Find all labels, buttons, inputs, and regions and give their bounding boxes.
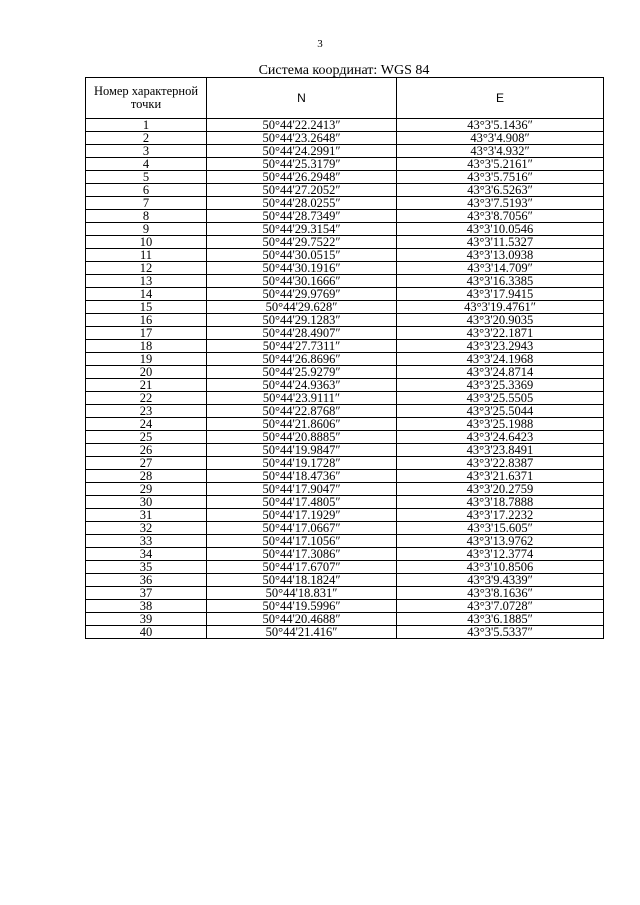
- coordinate-system-caption: Система координат: WGS 84: [258, 63, 430, 78]
- cell-n: 50°44'23.9111″: [207, 392, 397, 405]
- cell-point-number: 26: [86, 444, 207, 457]
- table-row: [86, 509, 604, 522]
- cell-point-number: 9: [86, 223, 207, 236]
- cell-n: 50°44'29.628″: [207, 301, 397, 314]
- cell-n: 50°44'19.5996″: [207, 600, 397, 613]
- cell-e: 43°3'14.709″: [397, 262, 604, 275]
- table-row: [86, 561, 604, 574]
- cell-e: 43°3'13.0938: [397, 249, 604, 262]
- cell-point-number: 25: [86, 431, 207, 444]
- cell-e: 43°3'25.1988: [397, 418, 604, 431]
- table-row: [86, 418, 604, 431]
- cell-n: 50°44'27.7311″: [207, 340, 397, 353]
- table-row: [86, 587, 604, 600]
- cell-point-number: 31: [86, 509, 207, 522]
- cell-e: 43°3'7.5193″: [397, 197, 604, 210]
- header-n: N: [207, 78, 397, 119]
- cell-point-number: 36: [86, 574, 207, 587]
- cell-n: 50°44'25.9279″: [207, 366, 397, 379]
- cell-point-number: 3: [86, 145, 207, 158]
- cell-n: 50°44'24.9363″: [207, 379, 397, 392]
- cell-e: 43°3'23.2943: [397, 340, 604, 353]
- header-point-number: Номер характерной точки: [86, 78, 207, 119]
- cell-n: 50°44'19.9847″: [207, 444, 397, 457]
- cell-n: 50°44'20.4688″: [207, 613, 397, 626]
- table-row: [86, 483, 604, 496]
- cell-point-number: 10: [86, 236, 207, 249]
- cell-point-number: 18: [86, 340, 207, 353]
- table-row: [86, 392, 604, 405]
- cell-n: 50°44'30.1916″: [207, 262, 397, 275]
- table-row: [86, 379, 604, 392]
- table-row: [86, 171, 604, 184]
- cell-e: 43°3'17.9415: [397, 288, 604, 301]
- cell-point-number: 32: [86, 522, 207, 535]
- cell-e: 43°3'4.932″: [397, 145, 604, 158]
- cell-point-number: 6: [86, 184, 207, 197]
- table-row: [86, 197, 604, 210]
- cell-n: 50°44'26.2948″: [207, 171, 397, 184]
- cell-e: 43°3'5.7516″: [397, 171, 604, 184]
- table-header-row: [86, 78, 604, 119]
- table-row: [86, 574, 604, 587]
- cell-n: 50°44'18.1824″: [207, 574, 397, 587]
- cell-n: 50°44'17.3086″: [207, 548, 397, 561]
- cell-point-number: 2: [86, 132, 207, 145]
- table-row: [86, 431, 604, 444]
- cell-e: 43°3'24.8714: [397, 366, 604, 379]
- cell-point-number: 35: [86, 561, 207, 574]
- table-row: [86, 145, 604, 158]
- table-row: [86, 249, 604, 262]
- cell-n: 50°44'25.3179″: [207, 158, 397, 171]
- cell-point-number: 11: [86, 249, 207, 262]
- table-row: [86, 496, 604, 509]
- table-row: [86, 288, 604, 301]
- cell-e: 43°3'13.9762: [397, 535, 604, 548]
- table-row: [86, 236, 604, 249]
- table-row: [86, 522, 604, 535]
- cell-n: 50°44'21.416″: [207, 626, 397, 639]
- cell-point-number: 4: [86, 158, 207, 171]
- table-row: [86, 600, 604, 613]
- header-e: E: [397, 78, 604, 119]
- cell-point-number: 33: [86, 535, 207, 548]
- cell-point-number: 1: [86, 119, 207, 132]
- cell-e: 43°3'8.7056″: [397, 210, 604, 223]
- table-row: [86, 613, 604, 626]
- cell-n: 50°44'29.3154″: [207, 223, 397, 236]
- cell-n: 50°44'21.8606″: [207, 418, 397, 431]
- cell-point-number: 28: [86, 470, 207, 483]
- cell-point-number: 22: [86, 392, 207, 405]
- table-row: [86, 119, 604, 132]
- cell-e: 43°3'22.8387: [397, 457, 604, 470]
- cell-e: 43°3'20.2759: [397, 483, 604, 496]
- table-row: [86, 223, 604, 236]
- cell-n: 50°44'28.0255″: [207, 197, 397, 210]
- cell-e: 43°3'17.2232: [397, 509, 604, 522]
- cell-e: 43°3'4.908″: [397, 132, 604, 145]
- table-row: [86, 210, 604, 223]
- cell-n: 50°44'17.0667″: [207, 522, 397, 535]
- cell-point-number: 40: [86, 626, 207, 639]
- cell-n: 50°44'29.9769″: [207, 288, 397, 301]
- table-body: [86, 119, 604, 639]
- cell-e: 43°3'23.8491: [397, 444, 604, 457]
- cell-point-number: 24: [86, 418, 207, 431]
- cell-e: 43°3'6.1885″: [397, 613, 604, 626]
- cell-n: 50°44'17.1929″: [207, 509, 397, 522]
- cell-point-number: 34: [86, 548, 207, 561]
- table-row: [86, 444, 604, 457]
- table-row: [86, 353, 604, 366]
- page-number: 3: [317, 38, 323, 50]
- cell-n: 50°44'22.2413″: [207, 119, 397, 132]
- cell-n: 50°44'29.7522″: [207, 236, 397, 249]
- cell-e: 43°3'22.1871: [397, 327, 604, 340]
- cell-e: 43°3'5.1436″: [397, 119, 604, 132]
- table-row: [86, 626, 604, 639]
- table-row: [86, 366, 604, 379]
- cell-point-number: 39: [86, 613, 207, 626]
- cell-point-number: 7: [86, 197, 207, 210]
- table-row: [86, 535, 604, 548]
- cell-n: 50°44'30.1666″: [207, 275, 397, 288]
- cell-point-number: 15: [86, 301, 207, 314]
- cell-point-number: 29: [86, 483, 207, 496]
- cell-e: 43°3'18.7888: [397, 496, 604, 509]
- cell-e: 43°3'24.6423: [397, 431, 604, 444]
- cell-n: 50°44'23.2648″: [207, 132, 397, 145]
- cell-n: 50°44'27.2052″: [207, 184, 397, 197]
- cell-n: 50°44'19.1728″: [207, 457, 397, 470]
- table-row: [86, 262, 604, 275]
- cell-n: 50°44'29.1283″: [207, 314, 397, 327]
- cell-e: 43°3'21.6371: [397, 470, 604, 483]
- cell-e: 43°3'9.4339″: [397, 574, 604, 587]
- table-row: [86, 275, 604, 288]
- table-row: [86, 184, 604, 197]
- cell-e: 43°3'10.0546: [397, 223, 604, 236]
- cell-e: 43°3'19.4761″: [397, 301, 604, 314]
- cell-n: 50°44'22.8768″: [207, 405, 397, 418]
- cell-e: 43°3'11.5327: [397, 236, 604, 249]
- cell-point-number: 12: [86, 262, 207, 275]
- cell-n: 50°44'30.0515″: [207, 249, 397, 262]
- cell-point-number: 8: [86, 210, 207, 223]
- cell-point-number: 13: [86, 275, 207, 288]
- cell-point-number: 16: [86, 314, 207, 327]
- cell-point-number: 20: [86, 366, 207, 379]
- table-row: [86, 405, 604, 418]
- cell-point-number: 30: [86, 496, 207, 509]
- cell-point-number: 37: [86, 587, 207, 600]
- cell-n: 50°44'18.831″: [207, 587, 397, 600]
- cell-e: 43°3'15.605″: [397, 522, 604, 535]
- cell-e: 43°3'7.0728″: [397, 600, 604, 613]
- cell-point-number: 23: [86, 405, 207, 418]
- cell-e: 43°3'20.9035: [397, 314, 604, 327]
- cell-n: 50°44'20.8885″: [207, 431, 397, 444]
- cell-e: 43°3'25.5044: [397, 405, 604, 418]
- cell-e: 43°3'16.3385: [397, 275, 604, 288]
- coordinates-table: [85, 77, 604, 639]
- cell-point-number: 27: [86, 457, 207, 470]
- table-row: [86, 158, 604, 171]
- table-row: [86, 314, 604, 327]
- cell-point-number: 17: [86, 327, 207, 340]
- cell-e: 43°3'25.5505: [397, 392, 604, 405]
- table-row: [86, 548, 604, 561]
- cell-e: 43°3'8.1636″: [397, 587, 604, 600]
- cell-n: 50°44'28.4907″: [207, 327, 397, 340]
- cell-n: 50°44'18.4736″: [207, 470, 397, 483]
- cell-n: 50°44'28.7349″: [207, 210, 397, 223]
- cell-n: 50°44'17.6707″: [207, 561, 397, 574]
- cell-e: 43°3'10.8506: [397, 561, 604, 574]
- cell-point-number: 5: [86, 171, 207, 184]
- cell-e: 43°3'5.2161″: [397, 158, 604, 171]
- cell-e: 43°3'25.3369: [397, 379, 604, 392]
- cell-n: 50°44'24.2991″: [207, 145, 397, 158]
- cell-n: 50°44'26.8696″: [207, 353, 397, 366]
- table-row: [86, 301, 604, 314]
- table-row: [86, 327, 604, 340]
- table-row: [86, 340, 604, 353]
- table-row: [86, 457, 604, 470]
- cell-n: 50°44'17.1056″: [207, 535, 397, 548]
- cell-e: 43°3'6.5263″: [397, 184, 604, 197]
- cell-point-number: 14: [86, 288, 207, 301]
- cell-e: 43°3'12.3774: [397, 548, 604, 561]
- cell-point-number: 38: [86, 600, 207, 613]
- cell-n: 50°44'17.9047″: [207, 483, 397, 496]
- cell-e: 43°3'5.5337″: [397, 626, 604, 639]
- table-row: [86, 470, 604, 483]
- cell-point-number: 21: [86, 379, 207, 392]
- table-row: [86, 132, 604, 145]
- cell-e: 43°3'24.1968: [397, 353, 604, 366]
- cell-point-number: 19: [86, 353, 207, 366]
- cell-n: 50°44'17.4805″: [207, 496, 397, 509]
